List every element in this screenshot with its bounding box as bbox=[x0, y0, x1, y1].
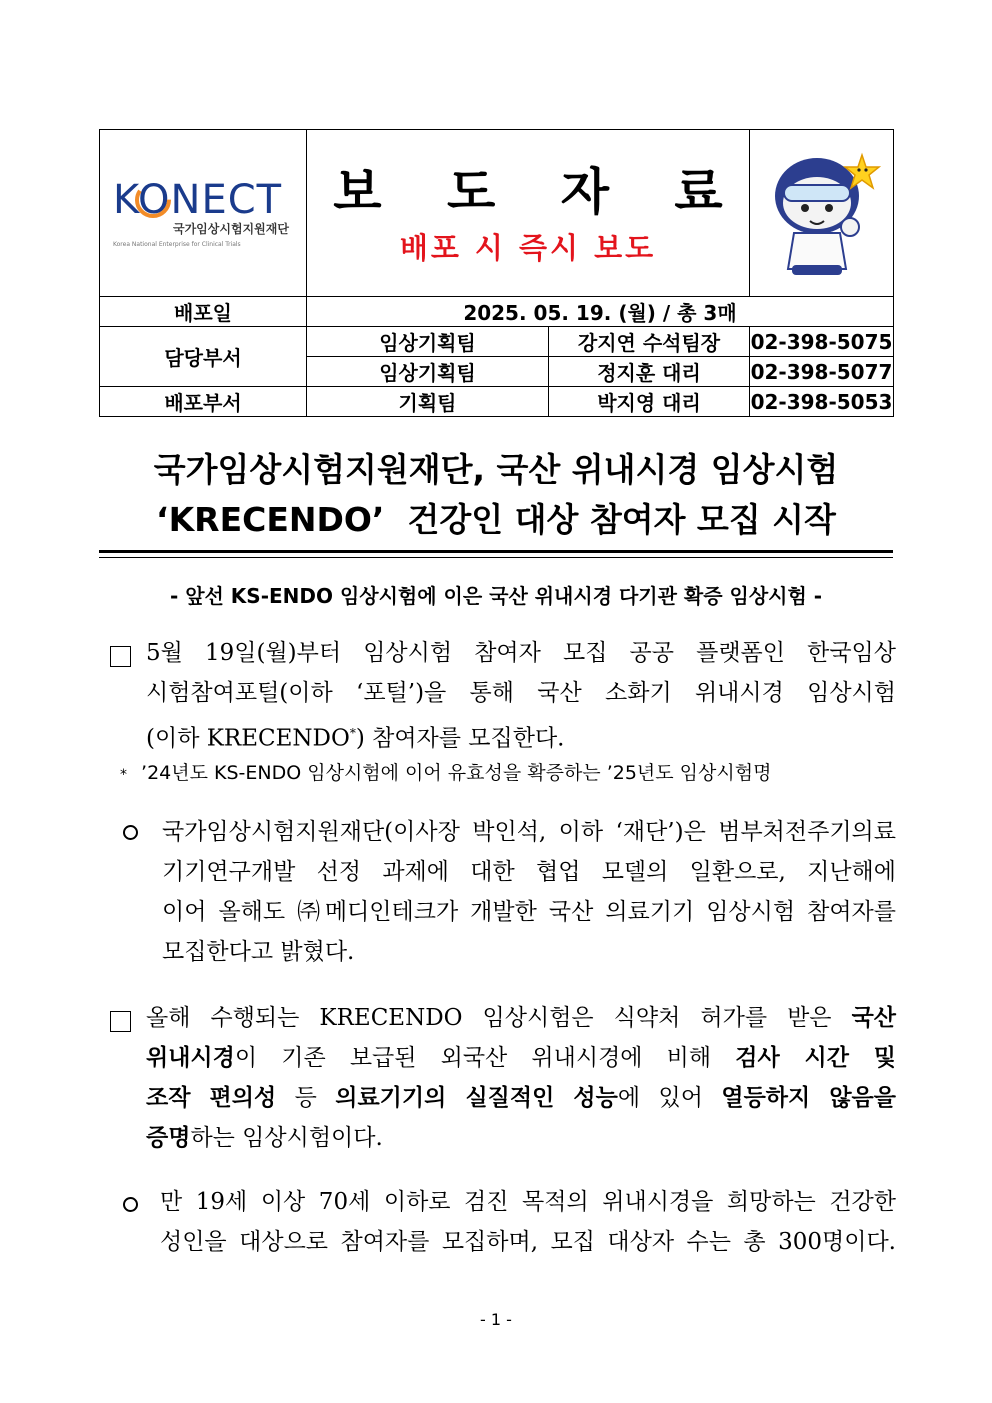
p3-l3a: 조작 편의성 bbox=[146, 1084, 277, 1111]
press-release-header-table bbox=[99, 129, 894, 417]
footnote bbox=[120, 758, 771, 785]
contact-phone: 02-398-5077 bbox=[750, 357, 894, 387]
contact-person: 강지연 수석팀장 bbox=[549, 327, 750, 357]
divider-thin bbox=[99, 557, 893, 558]
bullet-circle-icon bbox=[123, 825, 138, 840]
contact-team: 임상기획팀 bbox=[307, 327, 549, 357]
logo-sub-en: Korea National Enterprise for Clinical Trials bbox=[113, 241, 241, 248]
page-title: 보 도 자 료 bbox=[333, 162, 747, 221]
p3-line2 bbox=[146, 1038, 896, 1078]
mascot-character-icon bbox=[762, 141, 882, 281]
p3-l2a: 위내시경 bbox=[146, 1044, 235, 1071]
logo-text: KONECT bbox=[113, 177, 283, 223]
p2-line1: 국가임상시험지원재단(이사장 박인석, 이하 ‘재단’)은 범부처전주기의료 bbox=[162, 819, 896, 845]
p3-l3b: 등 bbox=[276, 1085, 336, 1111]
p3-l2b: 이 기존 보급된 외국산 위내시경에 비해 bbox=[234, 1045, 736, 1071]
title-cell bbox=[307, 130, 750, 297]
logo-orbit-icon bbox=[133, 180, 173, 220]
subheadline: - 앞선 KS-ENDO 임상시험에 이은 국산 위내시경 다기관 확증 임상시험 - bbox=[169, 584, 823, 608]
release-date-value: 2025. 05. 19. (월) / 총 3매 bbox=[307, 297, 894, 327]
dept-label: 담당부서 bbox=[100, 327, 307, 387]
p2-line4: 모집한다고 밝혔다. bbox=[162, 939, 355, 965]
p4-line1: 만 19세 이상 70세 이하로 검진 목적의 위내시경을 희망하는 건강한 bbox=[160, 1189, 896, 1215]
p1-line3b: ) 참여자를 모집한다. bbox=[355, 725, 565, 752]
mascot-cell bbox=[750, 130, 894, 297]
p3-l3e: 열등하지 않음을 bbox=[721, 1084, 896, 1111]
paragraph-4 bbox=[160, 1182, 896, 1262]
p3-l4a: 증명 bbox=[146, 1124, 191, 1151]
dist-phone: 02-398-5053 bbox=[750, 387, 894, 417]
p1-line3a: (이하 KRECENDO bbox=[146, 725, 350, 752]
paragraph-3 bbox=[146, 998, 896, 1158]
p3-l1a: 올해 수행되는 KRECENDO 임상시험은 식약처 허가를 받은 bbox=[146, 1005, 852, 1031]
headline-line1: 국가임상시험지원재단, 국산 위내시경 임상시험 bbox=[153, 450, 839, 489]
dist-team: 기획팀 bbox=[307, 387, 549, 417]
p4-line2: 성인을 대상으로 참여자를 모집하며, 모집 대상자 수는 총 300명이다. bbox=[160, 1229, 896, 1255]
p3-l3d: 에 있어 bbox=[617, 1085, 722, 1111]
footnote-text: ’24년도 KS-ENDO 임상시험에 이어 유효성을 확증하는 ’25년도 임상시험명 bbox=[141, 762, 772, 784]
footnote-mark: * bbox=[120, 767, 127, 783]
p1-sup: * bbox=[349, 726, 356, 740]
p3-l4b: 하는 임상시험이다. bbox=[190, 1125, 383, 1151]
p3-line3 bbox=[146, 1078, 896, 1118]
dist-label: 배포부서 bbox=[100, 387, 307, 417]
paragraph-2 bbox=[162, 812, 896, 972]
contact-person: 정지훈 대리 bbox=[549, 357, 750, 387]
p3-line1 bbox=[146, 998, 896, 1038]
contact-team: 임상기획팀 bbox=[307, 357, 549, 387]
logo-sub-kr: 국가임상시험지원재단 bbox=[173, 222, 289, 236]
p1-line2: 시험참여포털(이하 ‘포털’)을 통해 국산 소화기 위내시경 임상시험 bbox=[146, 680, 896, 706]
release-date-label: 배포일 bbox=[100, 297, 307, 327]
headline-line2: ‘KRECENDO’ 건강인 대상 참여자 모집 시작 bbox=[156, 500, 836, 539]
p1-line1: 5월 19일(월)부터 임상시험 참여자 모집 공공 플랫폼인 한국임상 bbox=[146, 640, 896, 666]
release-subtitle: 배포 시 즉시 보도 bbox=[399, 230, 657, 265]
p2-line3: 이어 올해도 ㈜메디인테크가 개발한 국산 의료기기 임상시험 참여자를 bbox=[162, 899, 896, 925]
contact-phone: 02-398-5075 bbox=[750, 327, 894, 357]
konect-logo bbox=[113, 178, 293, 248]
checkbox-square-icon bbox=[110, 646, 131, 667]
divider-thick bbox=[99, 550, 893, 553]
paragraph-1 bbox=[146, 633, 896, 759]
p1-line3 bbox=[146, 713, 896, 759]
checkbox-square-icon bbox=[110, 1011, 131, 1032]
dist-person: 박지영 대리 bbox=[549, 387, 750, 417]
p3-line4 bbox=[146, 1118, 896, 1158]
logo-cell bbox=[100, 130, 307, 297]
page-number: - 1 - bbox=[480, 1310, 512, 1329]
bullet-circle-icon bbox=[123, 1197, 138, 1212]
p3-l1b: 국산 bbox=[851, 1004, 896, 1031]
p3-l3c: 의료기기의 실질적인 성능 bbox=[335, 1084, 618, 1111]
p2-line2: 기기연구개발 선정 과제에 대한 협업 모델의 일환으로, 지난해에 bbox=[162, 859, 896, 885]
p3-l2c: 검사 시간 및 bbox=[735, 1044, 897, 1071]
